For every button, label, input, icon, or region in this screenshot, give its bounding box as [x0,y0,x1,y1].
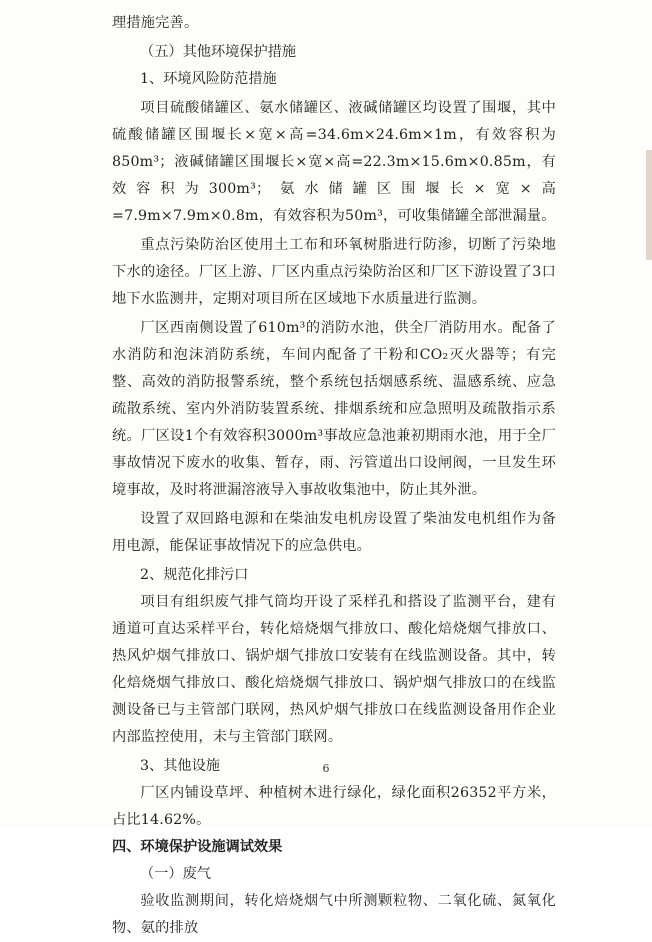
scan-edge-mark [646,150,652,260]
page-content [112,10,556,942]
paragraph: 厂区西南侧设置了610m³的消防水池，供全厂消防用水。配备了水消防和泡沫消防系统，车间内配备了干粉和CO₂灭火器等；有完整、高效的消防报警系统，整个系统包括烟感系统、温感系统、应急疏散系统、室内外消防装置系统、排烟系统和应急照明及疏散指示系统。厂区设1个有效容积3000m³事故应急池兼初期雨水池，用于全厂事故情况下废水的收集、暂存，雨、污管道出口设闸阀，一旦发生环境事故，及时将泄漏溶液导入事故收集池中，防止其外泄。 [112,320,556,498]
subsection-heading: 3、其他设施 [140,758,220,774]
paragraph: 设置了双回路电源和在柴油发电机房设置了柴油发电机组作为备用电源，能保证事故情况下的应急供电。 [112,511,556,554]
subsection-heading: （一）废气 [140,866,211,882]
paragraph: 验收监测期间，转化焙烧烟气中所测颗粒物、二氧化硫、氮氧化物、氨的排放 [112,893,556,936]
paragraph: 厂区内铺设草坪、种植树木进行绿化，绿化面积26352平方米，占比14.62%。 [112,785,556,828]
page-number: 6 [322,762,330,775]
section-heading: （五）其他环境保护措施 [140,44,297,60]
subsection-heading: 1、环境风险防范措施 [140,71,277,87]
paragraph: 项目硫酸储罐区、氨水储罐区、液碱储罐区均设置了围堰，其中硫酸储罐区围堰长×宽×高=34.6m×24.6m×1m，有效容积为850m³；液碱储罐区围堰长×宽×高=22.3m×15.6m×0.85m，有效容积为300m³；氨水储罐区围堰长×宽×高=7.9m×7.9m×0.8m，有效容积为50m³，可收集储罐全部泄漏量。 [112,100,556,224]
paragraph: 重点污染防治区使用土工布和环氧树脂进行防渗，切断了污染地下水的途径。厂区上游、厂区内重点污染防治区和厂区下游设置了3口地下水监测井，定期对项目所在区域地下水质量进行监测。 [112,237,556,307]
subsection-heading: 2、规范化排污口 [140,567,249,583]
chapter-heading: 四、环境保护设施调试效果 [112,839,283,855]
text-line: 理措施完善。 [112,15,199,31]
paragraph: 项目有组织废气排气筒均开设了采样孔和搭设了监测平台，建有通道可直达采样平台，转化焙烧烟气排放口、酸化焙烧烟气排放口、热风炉烟气排放口、锅炉烟气排放口安装有在线监测设备。其中，转化焙烧烟气排放口、酸化焙烧烟气排放口、锅炉烟气排放口的在线监测设备已与主管部门联网，热风炉烟气排放口在线监测设备用作企业内部监控使用，未与主管部门联网。 [112,594,556,745]
